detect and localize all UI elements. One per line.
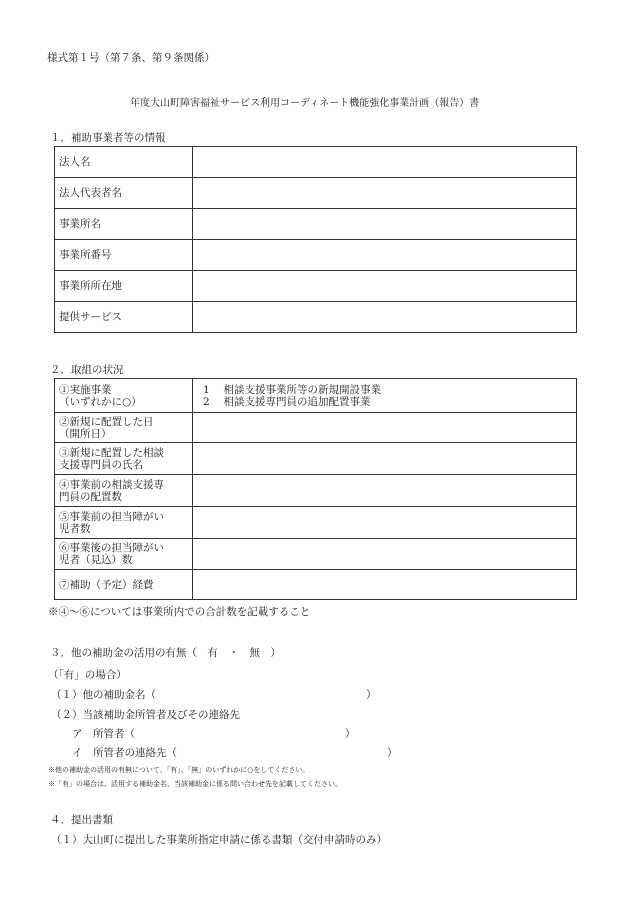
label-assignment-date: ②新規に配置した日 （開所日） [55,413,193,443]
info-table [54,146,577,333]
administrator-line: ア 所管者（ ） [72,728,356,740]
table-row [55,413,577,443]
label-office-address: 事業所所在地 [55,271,193,302]
section3-note-2: ※「有」の場合は、活用する補助金名、当該補助金に係る問い合わせ先を記載してください。 [48,780,342,788]
section4-heading: ４．提出書類 [50,814,113,826]
table-row [55,209,577,240]
label-clients-after: ⑥事業後の担当障がい 児者（見込）数 [55,539,193,570]
field-office-name[interactable] [193,209,577,240]
section2-note: ※④～⑥については事業所内での合計数を記載すること [48,606,311,618]
section2-heading: ２．取組の状況 [50,364,124,376]
label-expenses: ⑦補助（予定）経費 [55,570,193,600]
label-office-name: 事業所名 [55,209,193,240]
table-row [55,302,577,333]
table-row [55,178,577,209]
document-title: 年度大山町障害福祉サービス利用コーディネート機能強化事業計画（報告）書 [130,98,480,109]
table-row [55,443,577,475]
label-office-number: 事業所番号 [55,240,193,271]
other-subsidy-name-line: （１）他の補助金名（ ） [51,689,377,701]
field-clients-before[interactable] [193,507,577,539]
table-row [55,539,577,570]
field-office-number[interactable] [193,240,577,271]
label-clients-before: ⑤事業前の担当障がい 児者数 [55,507,193,539]
label-representative-name: 法人代表者名 [55,178,193,209]
table-row [55,240,577,271]
subsidy-contact-heading: （２）当該補助金所管者及びその連絡先 [51,709,240,721]
status-table [54,378,577,600]
table-row [55,475,577,507]
table-row [55,379,577,413]
administrator-contact-line: イ 所管者の連絡先（ ） [72,747,398,759]
field-specialist-name[interactable] [193,443,577,475]
section3-case: （「有」の場合） [48,669,127,681]
label-services: 提供サービス [55,302,193,333]
submission-document-1: （１）大山町に提出した事業所指定申請に係る書類（交付申請時のみ） [51,834,387,846]
table-row [55,570,577,600]
field-specialists-before[interactable] [193,475,577,507]
label-corporation-name: 法人名 [55,147,193,178]
field-project[interactable]: 1 相談支援事業所等の新規開設事業 2 相談支援専門員の追加配置事業 [193,379,577,413]
field-clients-after[interactable] [193,539,577,570]
section3-note-1: ※他の補助金の活用の有無について、「有」、「無」のいずれかに○をしてください。 [48,766,310,774]
field-expenses[interactable] [193,570,577,600]
section1-heading: １．補助事業者等の情報 [50,132,166,144]
section3-heading: ３．他の補助金の活用の有無（ 有 ・ 無 ） [50,647,281,659]
field-services[interactable] [193,302,577,333]
field-office-address[interactable] [193,271,577,302]
label-specialist-name: ③新規に配置した相談 支援専門員の氏名 [55,443,193,475]
label-specialists-before: ④事業前の相談支援専 門員の配置数 [55,475,193,507]
form-number: 様式第１号（第７条、第９条関係） [47,52,215,64]
table-row [55,147,577,178]
label-project: ①実施事業 （いずれかに○） [55,379,193,413]
table-row [55,507,577,539]
field-corporation-name[interactable] [193,147,577,178]
field-assignment-date[interactable] [193,413,577,443]
field-representative-name[interactable] [193,178,577,209]
table-row [55,271,577,302]
